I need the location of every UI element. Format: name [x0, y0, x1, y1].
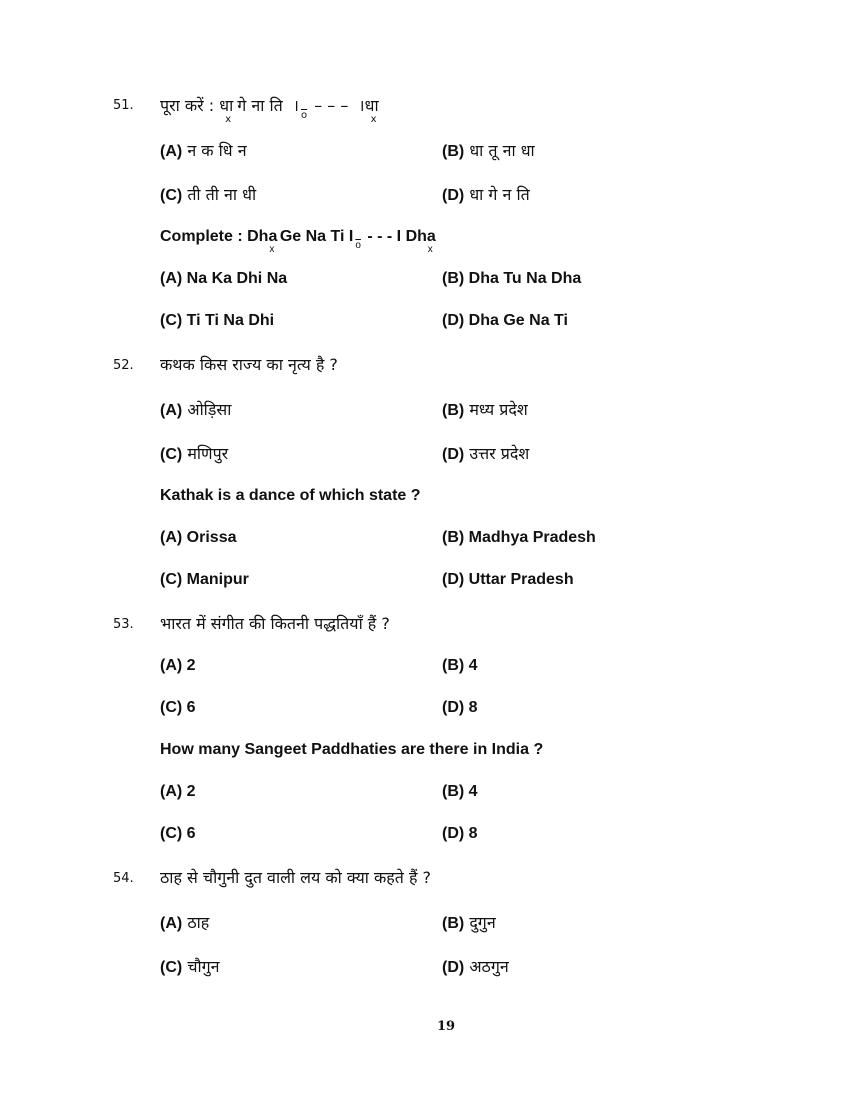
option-d-hindi: (D) उत्तर प्रदेश: [442, 444, 530, 463]
question-51-english-text: Complete : Dha$_x$ Ge Na Ti $I\overline{o}$ - - - I Dha$_x$: [160, 228, 436, 255]
option-c-hindi: (C) 6: [160, 699, 196, 716]
x-mark: x: [225, 114, 232, 125]
question-number-51: 51.: [113, 98, 134, 113]
option-c-hindi: (C) चौगुन: [160, 957, 220, 976]
option-d-hindi: (D) 8: [442, 699, 478, 716]
option-d-english: (D) Dha Ge Na Ti: [442, 312, 568, 329]
zero-mark: $\overline{o}$: [300, 110, 308, 121]
option-b-hindi: (B) मध्य प्रदेश: [442, 400, 528, 419]
option-a-hindi: (A) न क धि न: [160, 141, 247, 160]
option-c-hindi: (C) मणिपुर: [160, 444, 229, 463]
zero-mark: $\overline{o}$: [355, 240, 361, 251]
option-a-hindi: (A) ओड़िसा: [160, 400, 232, 419]
option-c-english: (C) Manipur: [160, 571, 249, 588]
option-a-english: (A) 2: [160, 783, 196, 800]
question-54-hindi-text: ठाह से चौगुनी दुत वाली लय को क्या कहते हैं ?: [160, 868, 432, 887]
option-b-hindi: (B) धा तू ना धा: [442, 141, 535, 160]
option-a-english: (A) Na Ka Dhi Na: [160, 270, 288, 287]
option-d-hindi: (D) धा गे न ति: [442, 185, 530, 204]
question-number-53: 53.: [113, 617, 134, 632]
option-b-hindi: (B) दुगुन: [442, 913, 496, 932]
page-number: 19: [437, 1019, 456, 1034]
option-d-english: (D) Uttar Pradesh: [442, 571, 574, 588]
option-a-hindi: (A) ठाह: [160, 913, 210, 932]
option-b-english: (B) Dha Tu Na Dha: [442, 270, 582, 287]
option-b-hindi: (B) 4: [442, 657, 478, 674]
question-52-hindi-text: कथक किस राज्य का नृत्य है ?: [160, 355, 338, 374]
question-51-hindi-text: पूरा करें : $धा_x$ गे ना ति $।\overline{o}$ – – – $।धा_x$: [160, 96, 379, 125]
option-b-english: (B) Madhya Pradesh: [442, 529, 596, 546]
x-mark: x: [370, 114, 377, 125]
option-a-english: (A) Orissa: [160, 529, 237, 546]
question-number-52: 52.: [113, 358, 134, 373]
question-53-english-text: How many Sangeet Paddhaties are there in India ?: [160, 741, 544, 758]
option-c-english: (C) Ti Ti Na Dhi: [160, 312, 275, 329]
option-a-hindi: (A) 2: [160, 657, 196, 674]
option-d-english: (D) 8: [442, 825, 478, 842]
option-b-english: (B) 4: [442, 783, 478, 800]
x-mark: x: [427, 244, 433, 255]
question-53-hindi-text: भारत में संगीत की कितनी पद्धतियाँ हैं ?: [160, 614, 390, 633]
option-c-hindi: (C) ती ती ना धी: [160, 185, 257, 204]
option-c-english: (C) 6: [160, 825, 196, 842]
question-number-54: 54.: [113, 871, 134, 886]
question-52-english-text: Kathak is a dance of which state ?: [160, 487, 421, 504]
option-d-hindi: (D) अठगुन: [442, 957, 509, 976]
x-mark: x: [269, 244, 275, 255]
